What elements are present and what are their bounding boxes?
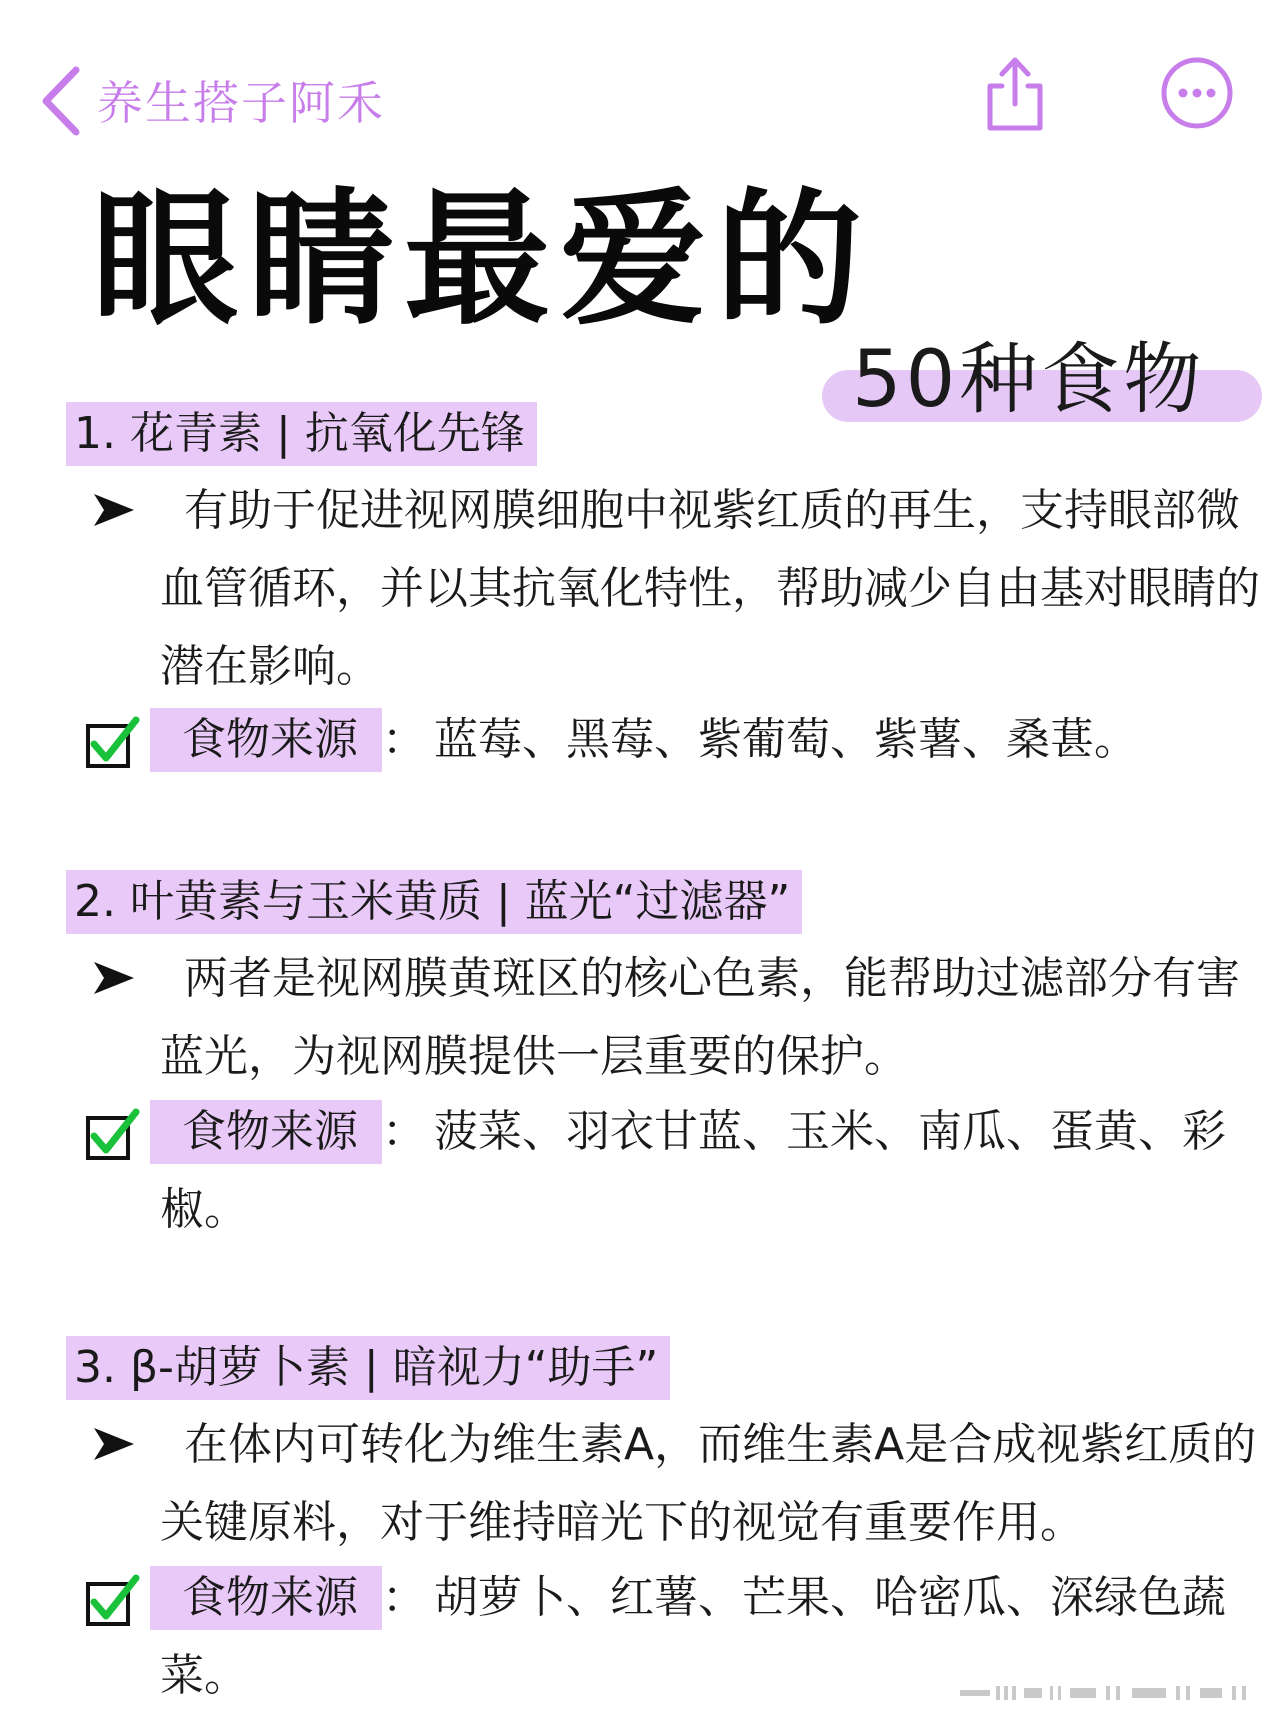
page-subtitle: 50种食物	[852, 335, 1206, 425]
section-description: 有助于促进视网膜细胞中视紫红质的再生，支持眼部微血管循环，并以其抗氧化特性，帮助减少自由基对眼睛的潜在影响。	[160, 485, 1260, 692]
source-foods: 菠菜、羽衣甘蓝、玉米、南瓜、蛋黄、彩椒。	[160, 1106, 1226, 1235]
source-label: 食物来源	[182, 1106, 358, 1157]
section-description: 在体内可转化为维生素A，而维生素A是合成视紫红质的关键原料，对于维持暗光下的视觉有重要作用。	[160, 1419, 1257, 1548]
source-colon: ：	[382, 714, 426, 765]
arrow-bullet-icon	[92, 956, 136, 1000]
share-icon	[980, 52, 1050, 134]
source-colon: ：	[382, 1106, 426, 1157]
source-label: 食物来源	[182, 1572, 358, 1623]
checkbox-checked-icon	[84, 714, 140, 770]
source-label: 食物来源	[182, 714, 358, 765]
back-button[interactable]	[36, 62, 96, 140]
more-icon	[1160, 56, 1234, 130]
source-foods: 胡萝卜、红薯、芒果、哈密瓜、深绿色蔬菜。	[160, 1572, 1226, 1701]
checkbox-checked-icon	[84, 1572, 140, 1628]
section-heading: 3. β-胡萝卜素 | 暗视力“助手”	[66, 1336, 670, 1400]
arrow-bullet-icon	[92, 1422, 136, 1466]
share-button[interactable]	[980, 52, 1050, 134]
checkbox-checked-icon	[84, 1106, 140, 1162]
section-heading: 1. 花青素 | 抗氧化先锋	[66, 402, 537, 466]
section-heading: 2. 叶黄素与玉米黄质 | 蓝光“过滤器”	[66, 870, 802, 934]
more-button[interactable]	[1160, 56, 1234, 130]
source-foods: 蓝莓、黑莓、紫葡萄、紫薯、桑葚。	[434, 714, 1138, 765]
source-colon: ：	[382, 1572, 426, 1623]
watermark-mark	[960, 1684, 1250, 1702]
chevron-left-icon	[36, 62, 96, 140]
arrow-bullet-icon	[92, 488, 136, 532]
section-description: 两者是视网膜黄斑区的核心色素，能帮助过滤部分有害蓝光，为视网膜提供一层重要的保护。	[160, 953, 1240, 1082]
author-name[interactable]: 养生搭子阿禾	[97, 76, 385, 130]
page-title: 眼睛最爱的	[92, 175, 872, 345]
